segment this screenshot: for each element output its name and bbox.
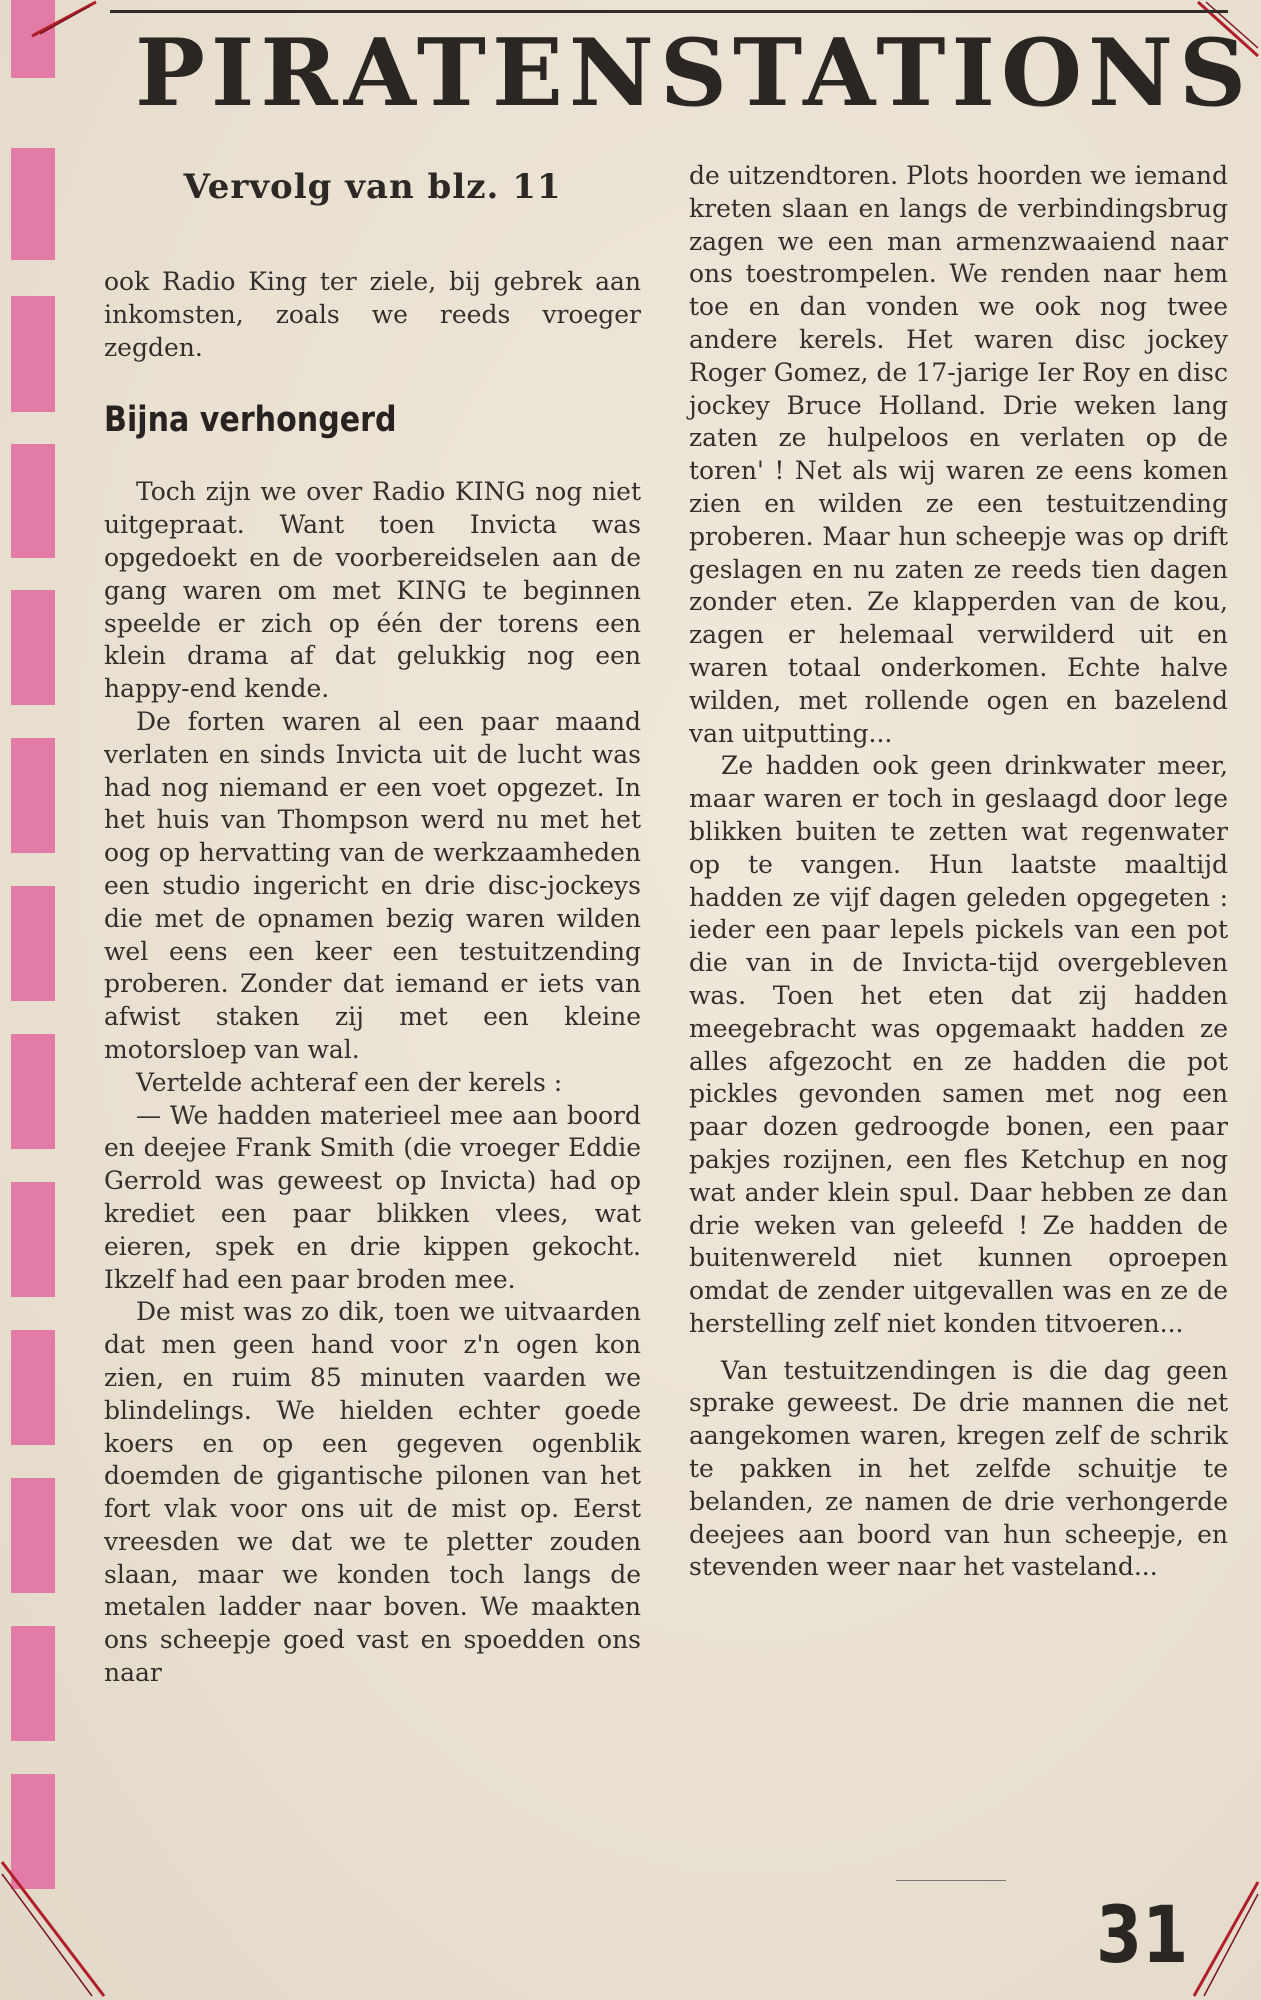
strip-segment [11, 1330, 55, 1445]
column-right [689, 160, 1228, 1584]
paragraph: — We hadden materieel mee aan boord en deejee Frank Smith (die vroeger Eddie Gerrold was geweest op Invicta) had op krediet een paar blikken vlees, wat eieren, spek en drie kippen gekocht. Ikzelf had een paar broden mee. [104, 1100, 641, 1294]
strip-segment [11, 1478, 55, 1593]
paragraph: de uitzendtoren. Plots hoorden we iemand kreten slaan en langs de verbindingsbrug zagen we een man armenzwaaiend naar ons toestrompelen. We renden naar hem toe en dan vonden we ook nog twee andere kerels. Het waren disc jockey Roger Gomez, de 17-jarige Ier Roy en disc jockey Bruce Holland. Drie weken lang zaten ze hulpeloos en verlaten op de toren' ! Net als wij waren ze eens komen zien en wilden ze een testuitzending proberen. Maar hun scheepje was op drift geslagen en nu zaten ze reeds tien dagen zonder eten. Ze klapperden van de kou, zagen er helemaal verwilderd uit en waren totaal onderkomen. Echte halve wilden, met rollende ogen en bazelend van uitputting... [689, 161, 1228, 748]
end-rule [896, 1880, 1006, 1881]
paragraph: Toch zijn we over Radio KING nog niet uitgepraat. Want toen Invicta was opgedoekt en de voorbereidselen aan de gang waren om met KING te beginnen speelde er zich op één der torens een klein drama af dat gelukkig nog een happy-end kende. [104, 477, 641, 704]
headline: PIRATENSTATIONS [135, 18, 1253, 127]
paragraph: Ze hadden ook geen drinkwater meer, maar waren er toch in geslaagd door lege blikken buiten te zetten wat regenwater op te vangen. Hun laatste maaltijd hadden ze vijf dagen geleden opgegeten : ieder een paar lepels pickels van een pot die van in de Invicta-tijd overgebleven was. Toen het eten dat zij hadden meegebracht was opgemaakt hadden ze alles afgezocht en ze hadden die pot pickles gevonden samen met nog een paar dozen gedroogde bonen, een paar pakjes rozijnen, een fles Ketchup en nog wat ander klein spul. Daar hebben ze dan drie weken van geleefd ! Ze hadden de buitenwereld niet kunnen oproepen omdat de zender uitgevallen was en ze de herstelling zelf niet konden titvoeren... [689, 751, 1228, 1338]
strip-segment [11, 1626, 55, 1741]
top-rule [110, 10, 1228, 13]
strip-segment [11, 148, 55, 260]
paragraph: ook Radio King ter ziele, bij gebrek aan inkomsten, zoals we reeds vroeger zegden. [104, 267, 641, 362]
strip-segment [11, 296, 55, 412]
strip-segment [11, 590, 55, 705]
corner-mark-top-left [30, 0, 100, 40]
paragraph: Vertelde achteraf een der kerels : [136, 1067, 563, 1097]
paragraph: Van testuitzendingen is die dag geen sprake geweest. De drie mannen die net aangekomen waren, kregen zelf de schrik te pakken in het zelfde schuitje te belanden, ze namen de drie verhongerde deejees aan boord van hun scheepje, en stevenden weer naar het vasteland... [689, 1355, 1228, 1582]
pink-margin-strip [11, 0, 59, 2000]
strip-segment [11, 1182, 55, 1297]
strip-segment [11, 738, 55, 853]
paragraph-gap [689, 1341, 1228, 1355]
paragraph: De mist was zo dik, toen we uitvaarden dat men geen hand voor z'n ogen kon zien, en ruim 85 minuten vaarden we blindelings. We hielden echter goede koers en op een gegeven ogenblik doemden de gigantische pilonen van het fort vlak voor ons uit de mist op. Eerst vreesden we dat we te pletter zouden slaan, maar we konden toch langs de metalen ladder naar boven. We maakten ons scheepje goed vast en spoedden ons naar [104, 1297, 641, 1688]
column-left [104, 160, 641, 1690]
corner-mark-bottom-right [1190, 1880, 1261, 2000]
continued-from: Vervolg van blz. 11 [183, 167, 562, 207]
strip-segment [11, 1034, 55, 1149]
strip-segment [11, 444, 55, 558]
corner-mark-bottom-left [0, 1860, 110, 2000]
page-number: 31 [1096, 1891, 1189, 1981]
strip-segment [11, 886, 55, 1001]
subheading: Bijna verhongerd [104, 400, 397, 441]
paragraph: De forten waren al een paar maand verlaten en sinds Invicta uit de lucht was had nog niemand er een voet opgezet. In het huis van Thompson werd nu met het oog op hervatting van de werkzaamheden een studio ingericht en drie disc-jockeys die met de opnamen bezig waren wilden wel eens een keer een testuitzending proberen. Zonder dat iemand er iets van afwist staken zij met een kleine motorsloep van wal. [104, 706, 641, 1064]
